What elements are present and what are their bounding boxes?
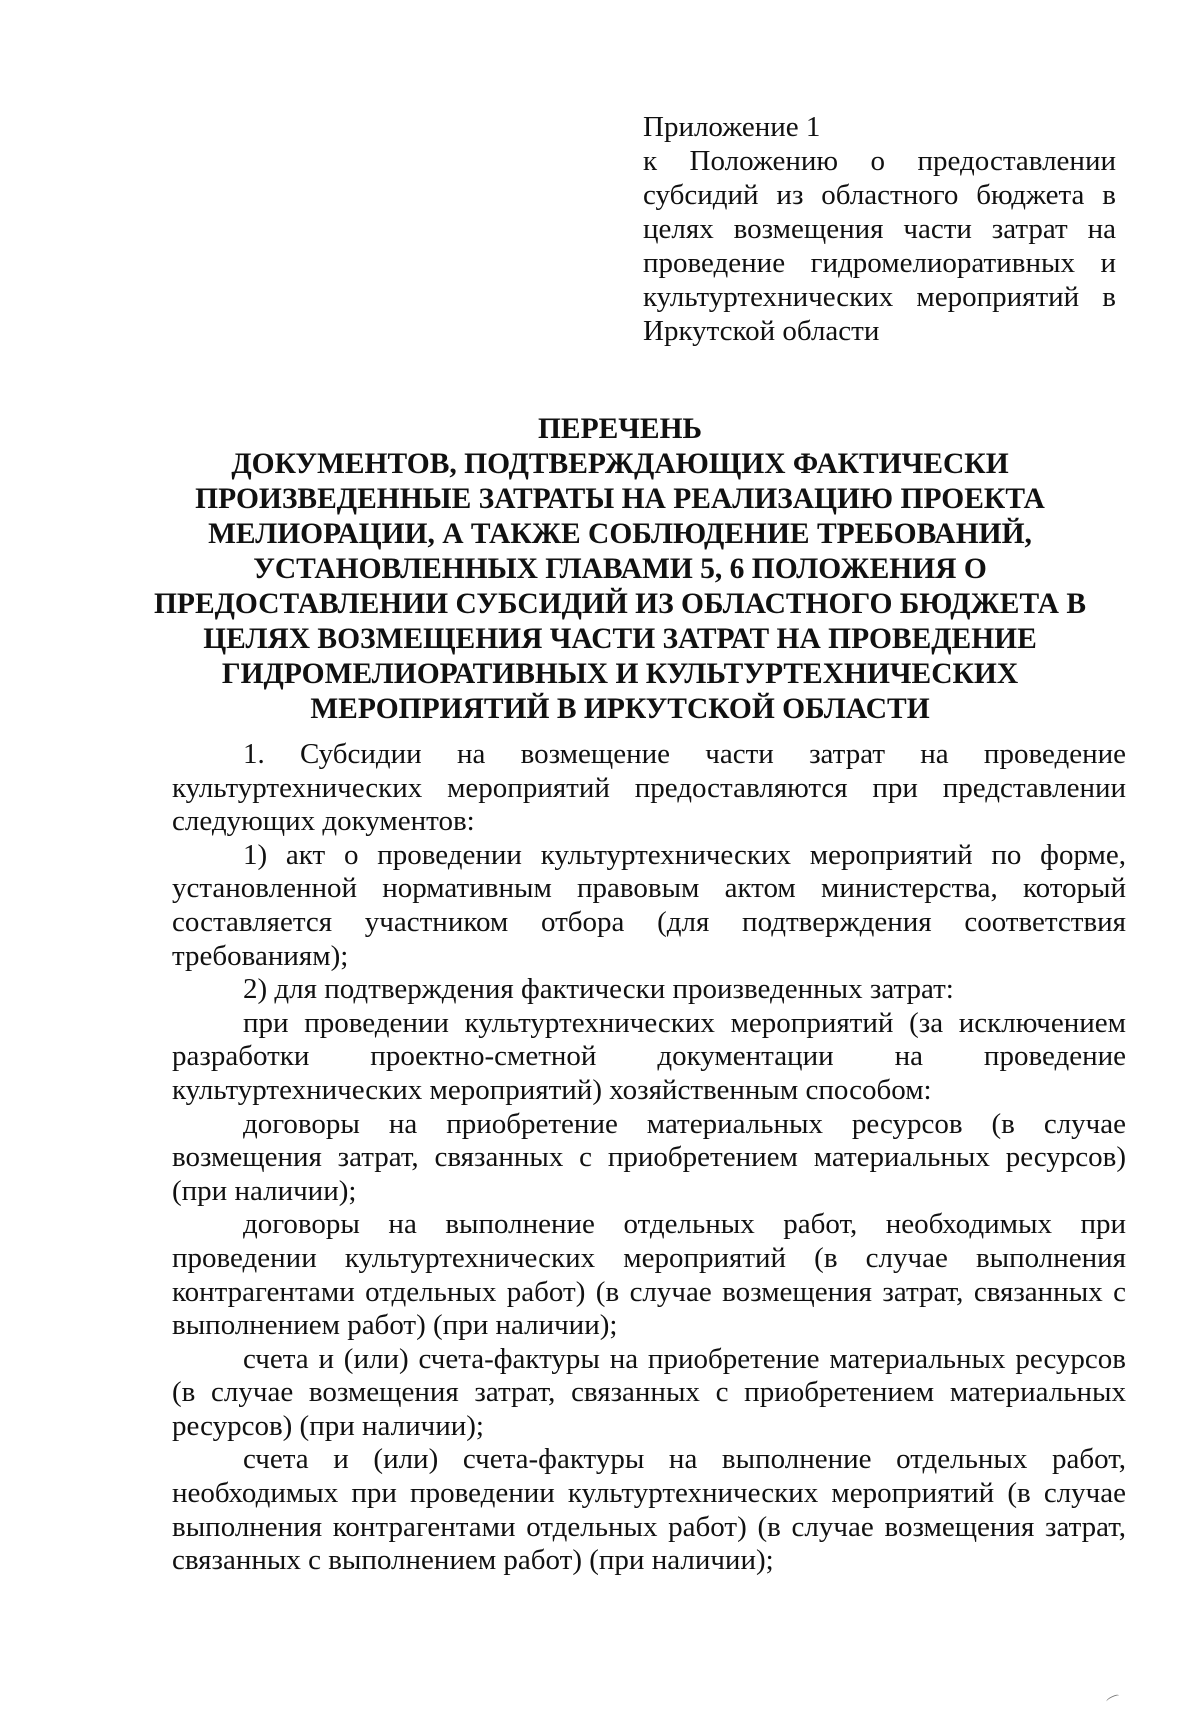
heading-line: ПРОИЗВЕДЕННЫЕ ЗАТРАТЫ НА РЕАЛИЗАЦИЮ ПРОЕКТА bbox=[195, 483, 1045, 515]
paragraph-work-contracts: договоры на выполнение отдельных работ, необходимых при проведении культуртехнических мероприятий (в случае выполнения контрагентами отдельных работ) (в случае возмещения затрат, связанных с выполнением работ) (при наличии); bbox=[172, 1208, 1126, 1342]
heading-line: УСТАНОВЛЕННЫХ ГЛАВАМИ 5, 6 ПОЛОЖЕНИЯ О bbox=[253, 553, 987, 585]
heading-line: ЦЕЛЯХ ВОЗМЕЩЕНИЯ ЧАСТИ ЗАТРАТ НА ПРОВЕДЕНИЕ bbox=[203, 623, 1037, 655]
heading-line: МЕЛИОРАЦИИ, А ТАКЖЕ СОБЛЮДЕНИЕ ТРЕБОВАНИЙ, bbox=[208, 518, 1032, 550]
heading-line: ПЕРЕЧЕНЬ bbox=[537, 413, 703, 445]
heading-line: ПРЕДОСТАВЛЕНИИ СУБСИДИЙ ИЗ ОБЛАСТНОГО БЮДЖЕТА В bbox=[153, 588, 1086, 620]
paragraph-material-invoices: счета и (или) счета-фактуры на приобретение материальных ресурсов (в случае возмещения затрат, связанных с приобретением материальных ресурсов) (при наличии); bbox=[172, 1342, 1126, 1442]
annex-text: к Положению о предоставлении субсидий из областного бюджета в целях возмещения части затрат на проведение гидромелиоративных и культуртехнических мероприятий в Иркутской области bbox=[643, 145, 1116, 347]
document-body bbox=[172, 738, 1126, 1578]
annex-block bbox=[643, 110, 1116, 348]
paragraph-material-contracts: договоры на приобретение материальных ресурсов (в случае возмещения затрат, связанных с приобретением материальных ресурсов) (при наличии); bbox=[172, 1107, 1126, 1207]
annex-title: Приложение 1 bbox=[643, 111, 821, 143]
heading-line: МЕРОПРИЯТИЙ В ИРКУТСКОЙ ОБЛАСТИ bbox=[310, 693, 930, 725]
paragraph-subitem-2: 2) для подтверждения фактически произведенных затрат: bbox=[243, 973, 954, 1006]
document-heading bbox=[150, 412, 1090, 727]
scan-artifact bbox=[1106, 1693, 1121, 1703]
paragraph-item-1: 1. Субсидии на возмещение части затрат на проведение культуртехнических мероприятий предоставляются при представлении следующих документов: bbox=[172, 738, 1126, 838]
paragraph-subitem-1: 1) акт о проведении культуртехнических мероприятий по форме, установленной нормативным правовым актом министерства, который составляется участником отбора (для подтверждения соответствия требованиям); bbox=[172, 838, 1126, 972]
heading-line: ГИДРОМЕЛИОРАТИВНЫХ И КУЛЬТУРТЕХНИЧЕСКИХ bbox=[221, 658, 1019, 690]
paragraph-economic-method: при проведении культуртехнических мероприятий (за исключением разработки проектно-сметной документации на проведение культуртехнических мероприятий) хозяйственным способом: bbox=[172, 1006, 1126, 1106]
heading-line: ДОКУМЕНТОВ, ПОДТВЕРЖДАЮЩИХ ФАКТИЧЕСКИ bbox=[231, 448, 1009, 480]
paragraph-work-invoices: счета и (или) счета-фактуры на выполнение отдельных работ, необходимых при проведении культуртехнических мероприятий (в случае выполнения контрагентами отдельных работ) (в случае возмещения затрат, связанных с выполнением работ) (при наличии); bbox=[172, 1443, 1126, 1577]
